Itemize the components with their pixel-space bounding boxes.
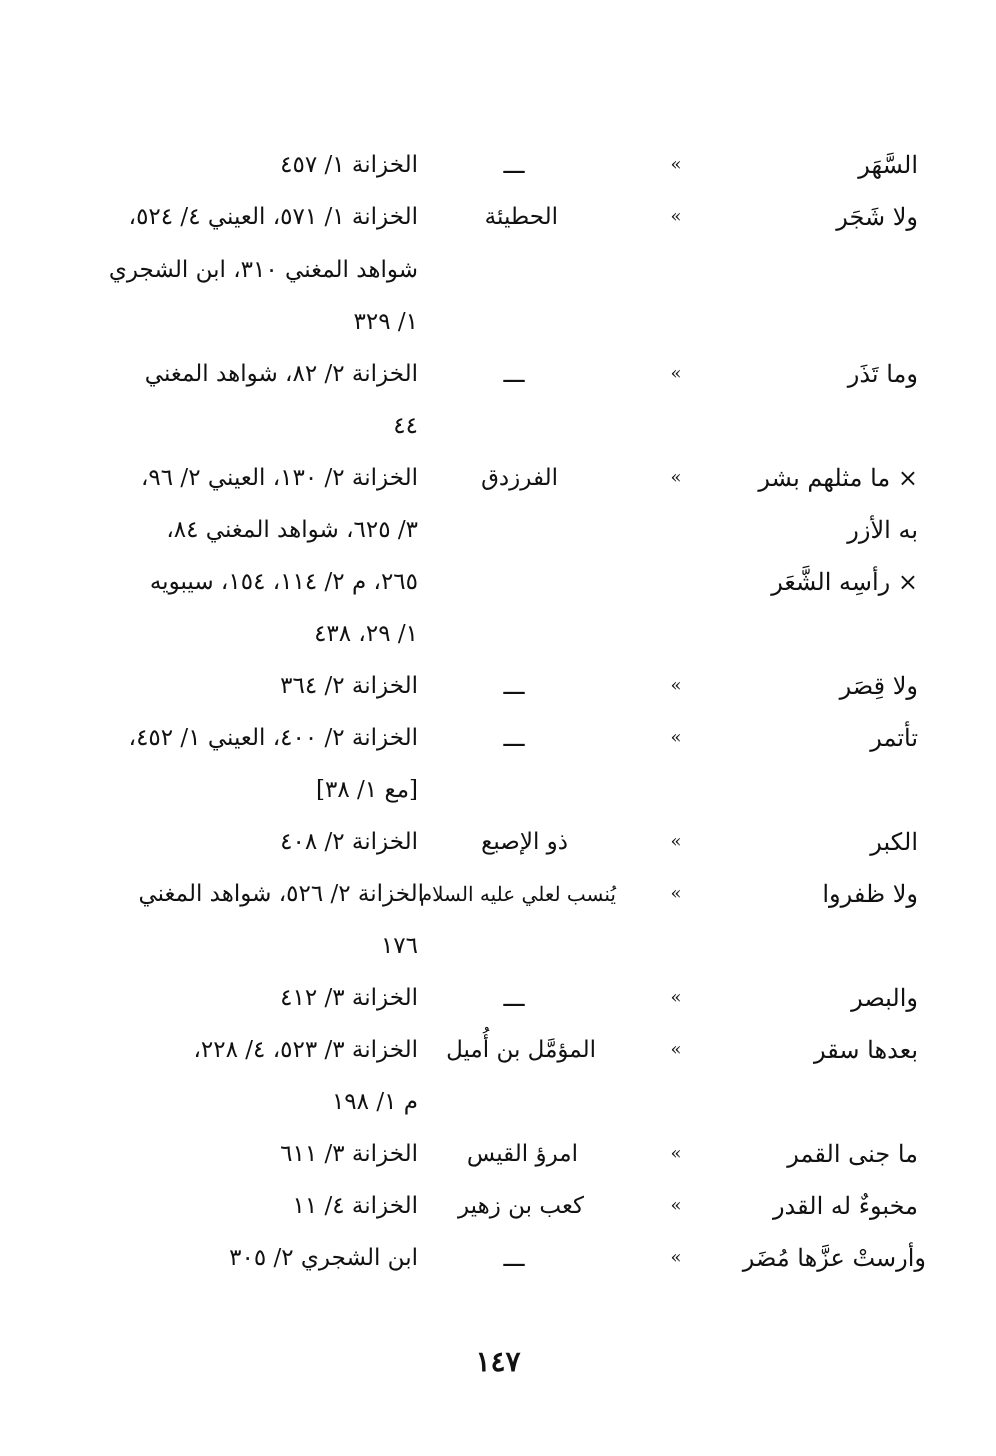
source-reference: الخزانة ٢/ ٤٠٨: [280, 829, 418, 855]
rhyme-word: وما تَذَر: [847, 360, 918, 388]
ditto-mark: »: [670, 154, 682, 175]
table-row: [0, 1028, 996, 1072]
table-row: [0, 1236, 996, 1280]
source-reference: الخزانة ١/ ٥٧١، العيني ٤/ ٥٢٤،: [128, 204, 418, 230]
table-row-continuation: [0, 300, 996, 344]
source-reference: م ١/ ١٩٨: [331, 1089, 418, 1115]
source-reference: ٣/ ٦٢٥، شواهد المغني ٨٤،: [166, 517, 418, 543]
table-row: [0, 1184, 996, 1228]
table-row: [0, 143, 996, 187]
table-row: [0, 716, 996, 760]
source-reference: ١/ ٢٩، ٤٣٨: [314, 621, 418, 647]
rhyme-word: وأرستْ عزَّها مُضَر: [742, 1244, 926, 1272]
rhyme-word: تأتمر: [870, 724, 918, 752]
table-row-continuation: [0, 404, 996, 448]
source-reference: [مع ١/ ٣٨]: [316, 777, 418, 803]
table-row: [0, 820, 996, 864]
table-row: [0, 352, 996, 396]
poet-unknown-dash: ـــ: [503, 984, 525, 1012]
rhyme-word: ولا ظفروا: [822, 880, 918, 908]
ditto-mark: »: [670, 467, 682, 488]
rhyme-word: × رأسِه الشَّعَر: [771, 568, 918, 596]
poet-unknown-dash: ـــ: [503, 724, 525, 752]
table-row-continuation: [0, 612, 996, 656]
source-reference: الخزانة ٣/ ٦١١: [280, 1141, 418, 1167]
ditto-mark: »: [670, 1143, 682, 1164]
source-reference: الخزانة ٣/ ٤١٢: [280, 985, 418, 1011]
ditto-mark: »: [670, 1247, 682, 1268]
table-row: [0, 508, 996, 552]
rhyme-word: به الأزر: [847, 516, 918, 544]
table-row: [0, 456, 996, 500]
rhyme-word: × ما مثلهم بشر: [758, 464, 918, 492]
poet-name: امرؤ القيس: [466, 1141, 578, 1167]
poet-unknown-dash: ـــ: [503, 151, 525, 179]
table-row: [0, 1132, 996, 1176]
poet-name: الحطيئة: [484, 204, 558, 230]
ditto-mark: »: [670, 987, 682, 1008]
table-row-continuation: [0, 1080, 996, 1124]
rhyme-word: ولا قِصَر: [839, 672, 918, 700]
poet-unknown-dash: ـــ: [503, 360, 525, 388]
table-row-continuation: [0, 248, 996, 292]
poet-unknown-dash: ـــ: [503, 1244, 525, 1272]
source-reference: الخزانة ٢/ ١٣٠، العيني ٢/ ٩٦،: [140, 465, 418, 491]
source-reference: ٢٦٥، م ٢/ ١١٤، ١٥٤، سيبويه: [149, 569, 418, 595]
ditto-mark: »: [670, 363, 682, 384]
source-reference: الخزانة ٢/ ٤٠٠، العيني ١/ ٤٥٢،: [128, 725, 418, 751]
table-row: [0, 664, 996, 708]
ditto-mark: »: [670, 831, 682, 852]
rhyme-word: ولا شَجَر: [836, 203, 918, 231]
table-row-continuation: [0, 768, 996, 812]
source-reference: ١/ ٣٢٩: [353, 309, 418, 335]
table-row: [0, 872, 996, 916]
table-row: [0, 560, 996, 604]
poet-name: يُنسب لعلي عليه السلام: [419, 882, 616, 906]
poet-name: المؤمَّل بن أُميل: [446, 1037, 596, 1063]
page-number: ١٤٧: [475, 1345, 521, 1378]
source-reference: الخزانة ٢/ ٣٦٤: [280, 673, 418, 699]
ditto-mark: »: [670, 675, 682, 696]
ditto-mark: »: [670, 1195, 682, 1216]
source-reference: ابن الشجري ٢/ ٣٠٥: [229, 1245, 418, 1271]
rhyme-word: مخبوءٌ له القدر: [772, 1192, 918, 1220]
source-reference: الخزانة ١/ ٤٥٧: [280, 152, 418, 178]
ditto-mark: »: [670, 727, 682, 748]
source-reference: الخزانة ٢/ ٨٢، شواهد المغني: [144, 361, 418, 387]
table-row-continuation: [0, 924, 996, 968]
table-row: [0, 976, 996, 1020]
table-row: [0, 195, 996, 239]
source-reference: ٤٤: [393, 413, 418, 439]
rhyme-word: ما جنى القمر: [787, 1140, 918, 1168]
rhyme-word: والبصر: [851, 984, 918, 1012]
poet-name: ذو الإصبع: [481, 829, 568, 855]
poet-unknown-dash: ـــ: [503, 672, 525, 700]
ditto-mark: »: [670, 883, 682, 904]
source-reference: شواهد المغني ٣١٠، ابن الشجري: [108, 257, 418, 283]
poet-name: الفرزدق: [481, 465, 558, 491]
rhyme-word: السَّهَر: [858, 151, 918, 179]
source-reference: الخزانة ٤/ ١١: [292, 1193, 418, 1219]
ditto-mark: »: [670, 206, 682, 227]
rhyme-word: الكبر: [870, 828, 918, 856]
ditto-mark: »: [670, 1039, 682, 1060]
source-reference: الخزانة ٣/ ٥٢٣، ٤/ ٢٢٨،: [193, 1037, 418, 1063]
source-reference: الخزانة ٢/ ٥٢٦، شواهد المغني: [138, 881, 424, 907]
rhyme-word: بعدها سقر: [814, 1036, 918, 1064]
source-reference: ١٧٦: [380, 933, 418, 959]
poet-name: كعب بن زهير: [457, 1193, 584, 1219]
